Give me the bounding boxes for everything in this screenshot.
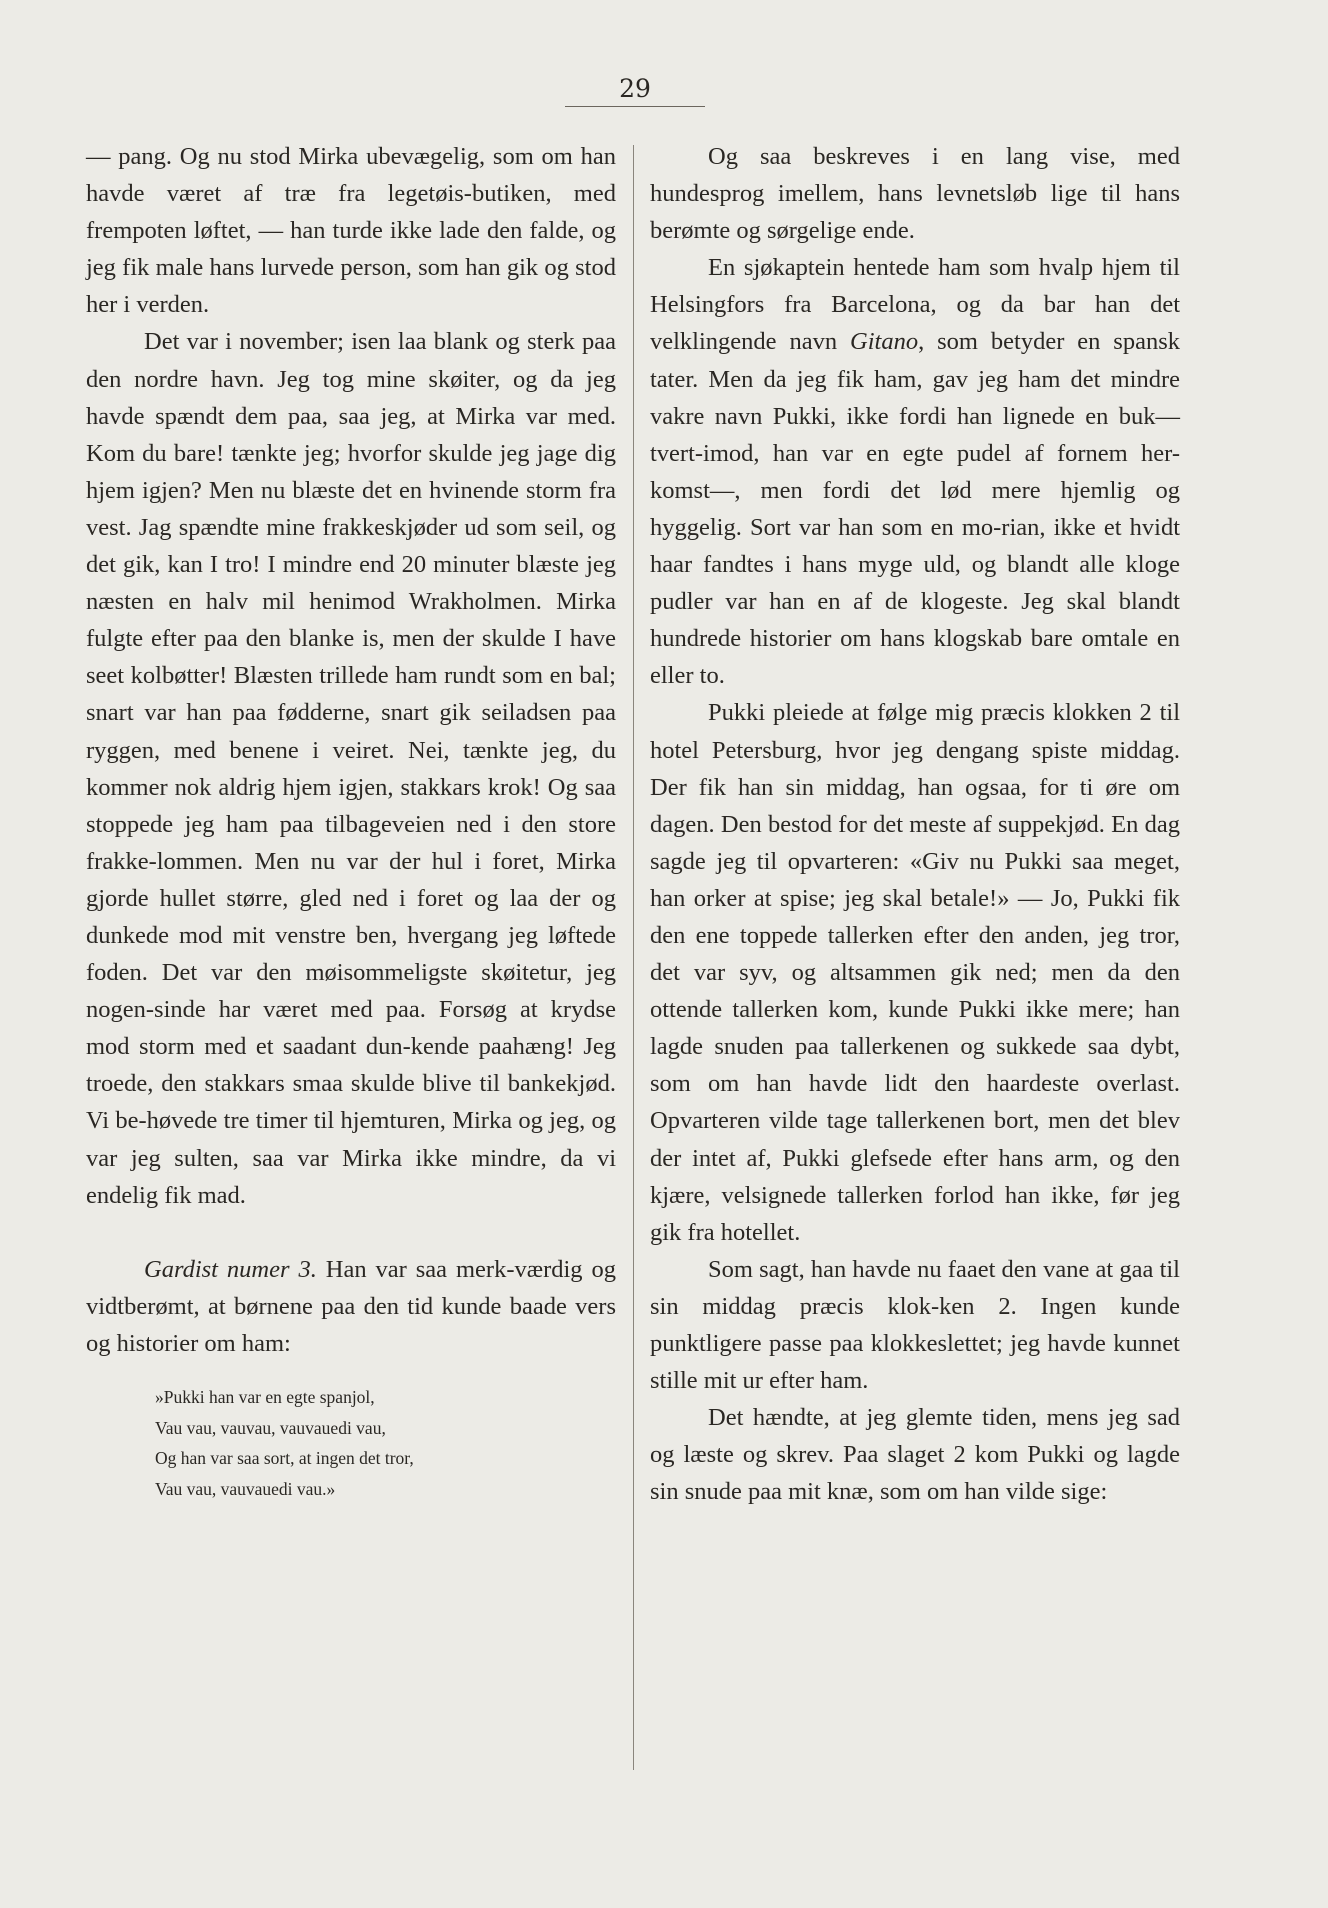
page-number-rule [565,106,705,107]
paragraph: — pang. Og nu stod Mirka ubevægelig, som om han havde været af træ fra legetøis-butiken, med frempoten løftet, — han turde ikke lade den falde, og jeg fik male hans lurvede person, som han gik og stod her i verden. [86,143,616,319]
gardist-paragraph [86,1251,616,1362]
paragraph: Det var i november; isen laa blank og sterk paa den nordre havn. Jeg tog mine skøiter, og da jeg havde spændt dem paa, saa jeg, at Mirka var med. Kom du bare! tænkte jeg; hvorfor skulde jeg jage dig hjem igjen? Men nu blæste det en hvinende storm fra vest. Jag spændte mine frakkeskjøder ud som seil, og det gik, kan I tro! I mindre end 20 minuter blæste jeg næsten en halv mil henimod Wrakholmen. Mirka fulgte efter paa den blanke is, men der skulde I have seet kolbøtter! Blæsten trillede ham rundt som en bal; snart var han paa fødderne, snart gik seiladsen paa ryggen, med benene i veiret. Nei, tænkte jeg, du kommer nok aldrig hjem igjen, stakkars krok! Og saa stoppede jeg ham paa tilbageveien ned i den store frakke-lommen. Men nu var der hul i foret, Mirka gjorde hullet større, gled ned i foret og laa der og dunkede mod mit venstre ben, hvergang jeg løftede foden. Det var den møisommeligste skøitetur, jeg nogen-sinde har været med paa. Forsøg at krydse mod storm med et saadant dun-kende paahæng! Jeg troede, den stakkars smaa skulde blive til bankekjød. Vi be-høvede tre timer til hjemturen, Mirka og jeg, og var jeg sulten, saa var Mirka ikke mindre, da vi endelig fik mad. [86,328,616,1209]
emphasized-name: Gitano [850,328,919,356]
verse-line: Vau vau, vauvau, vauvauedi vau, [155,1417,386,1438]
verse-line: »Pukki han var en egte spanjol, [155,1387,375,1407]
left-column [86,138,616,1504]
right-column [650,138,1180,1510]
paragraph [650,249,1180,694]
verse-line: Vau vau, vauvauedi vau.» [155,1478,336,1499]
page-number: 29 [619,74,651,103]
verse-line: Og han var saa sort, at ingen det tror, [155,1448,414,1468]
verse [155,1382,616,1504]
paragraph: Som sagt, han havde nu faaet den vane at gaa til sin middag præcis klok-ken 2. Ingen kunde punktligere passe paa klokkeslettet; jeg havde kunnet stille mit ur efter ham. [650,1255,1180,1395]
paragraph-text: , som betyder en spansk tater. Men da jeg fik ham, gav jeg ham det mindre vakre navn Pukki, ikke fordi han lignede en buk—tvert-imod, han var en egte pudel af fornem her-komst—, men fordi det lød mere hjemlig og hyggelig. Sort var han som en mo-rian, ikke et hvidt haar fandtes i hans myge uld, og blandt alle kloge pudler var han en af de klogeste. Jeg skal blandt hundrede historier om hans klogskab bare omtale en eller to. [650,328,1181,690]
section-heading: Gardist numer 3. [144,1255,317,1283]
column-divider [633,145,634,1770]
paragraph: Pukki pleiede at følge mig præcis klokken 2 til hotel Petersburg, hvor jeg dengang spiste middag. Der fik han sin middag, han ogsaa, for ti øre om dagen. Den bestod for det meste af suppekjød. En dag sagde jeg til opvarteren: «Giv nu Pukki saa meget, han orker at spise; jeg skal betale!» — Jo, Pukki fik den ene toppede tallerken efter den anden, jeg tror, det var syv, og altsammen gik ned; men da den ottende tallerken kom, kunde Pukki ikke mere; han lagde snuden paa tallerkenen og sukkede saa dybt, som om han havde lidt den haardeste overlast. Opvarteren vilde tage tallerkenen bort, men det blev der intet af, Pukki glefsede efter hans arm, og den kjære, velsignede tallerken forlod han ikke, før jeg gik fra hotellet. [650,699,1180,1246]
paragraph-text: En sjøkaptein hentede ham som hvalp hjem til Helsingfors fra Barcelona, og da bar han det velklingende navn [650,254,1180,356]
paragraph: Og saa beskreves i en lang vise, med hundesprog imellem, hans levnetsløb lige til hans berømte og sørgelige ende. [650,143,1180,245]
paragraph: Det hændte, at jeg glemte tiden, mens jeg sad og læste og skrev. Paa slaget 2 kom Pukki og lagde sin snude paa mit knæ, som om han vilde sige: [650,1404,1180,1506]
paragraph-text: Han var saa merk-værdig og vidtberømt, at børnene paa den tid kunde baade vers og historier om ham: [86,1255,616,1357]
